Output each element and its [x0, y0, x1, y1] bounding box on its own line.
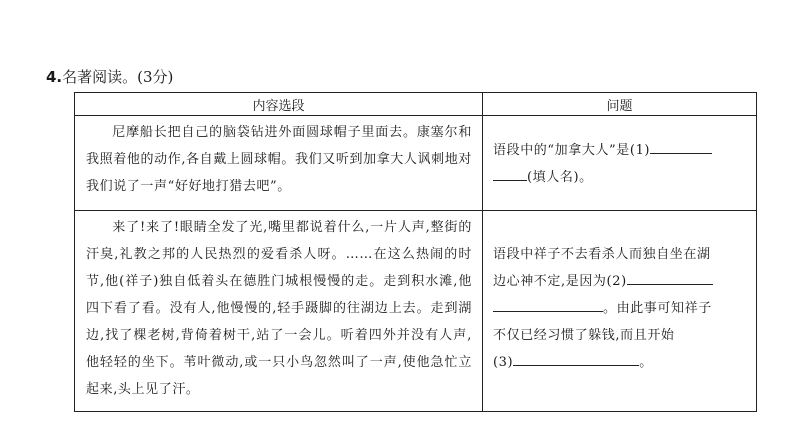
passage-cell: [75, 116, 483, 211]
question-cell: [483, 116, 757, 211]
answer-blank-2-cont[interactable]: [493, 297, 603, 312]
question-line: 。由此事可知祥子: [603, 301, 712, 316]
passage-line: 滩,他四下看了看。没有人,他慢慢的,轻手蹑脚的往湖边上去。: [86, 274, 472, 316]
passage-text: [75, 116, 482, 204]
header-question: 问题: [483, 93, 757, 116]
answer-blank-3[interactable]: [513, 351, 639, 366]
question-text: [483, 116, 756, 191]
passage-line: 和我照着他的动作,各自戴上圆球帽。我们又听到加拿大人讽刺: [86, 125, 472, 167]
header-content: 内容选段: [75, 93, 483, 116]
question-title: [46, 66, 173, 88]
passage-cell: [75, 211, 483, 412]
answer-blank-1[interactable]: [650, 139, 712, 154]
table-header-row: [75, 93, 757, 116]
passage-text: [75, 211, 482, 407]
passage-line: 他急忙立起来,头上见了汗。: [86, 355, 472, 397]
answer-blank-1-cont[interactable]: [493, 166, 527, 181]
passage-line: 地对我们说了一声“好好地打猎去吧”。: [86, 152, 472, 194]
question-line: (填人名)。: [527, 170, 593, 185]
passage-line: 来了!来了!眼睛全发了光,嘴里都说着什么,一片人声,整: [112, 220, 445, 235]
question-line: (3): [493, 355, 514, 370]
question-label: 名著阅读。(3分): [62, 68, 174, 86]
passage-line: 街的汗臭,礼教之邦的人民热烈的爱看杀人呀。……在这么热闹: [86, 220, 472, 262]
question-line: 语段中祥子不去看杀人而独自坐在湖: [493, 247, 711, 262]
passage-line: 走到湖边,找了棵老树,背倚着树干,站了一会儿。听着四外并没: [86, 301, 472, 343]
reading-table: [74, 92, 757, 412]
question-line: 不仅已经习惯了躲钱,而且开始: [493, 328, 675, 343]
question-cell: [483, 211, 757, 412]
question-line: 。: [639, 355, 653, 370]
passage-line: 尼摩船长把自己的脑袋钻进外面圆球帽子里面去。康塞尔: [112, 125, 459, 140]
passage-line: 有人声,他轻轻的坐下。苇叶微动,或一只小鸟忽然叫了一声,使: [86, 328, 472, 370]
question-line: 语段中的“加拿大人”是(1): [493, 143, 651, 158]
table-row: [75, 211, 757, 412]
table-row: [75, 116, 757, 211]
passage-line: 的时节,他(祥子)独自低着头在德胜门城根慢慢的走。走到积水: [86, 247, 473, 289]
question-number: 4.: [46, 68, 63, 86]
question-text: [483, 211, 756, 376]
question-line: 边心神不定,是因为(2): [493, 274, 627, 289]
answer-blank-2[interactable]: [627, 270, 713, 285]
